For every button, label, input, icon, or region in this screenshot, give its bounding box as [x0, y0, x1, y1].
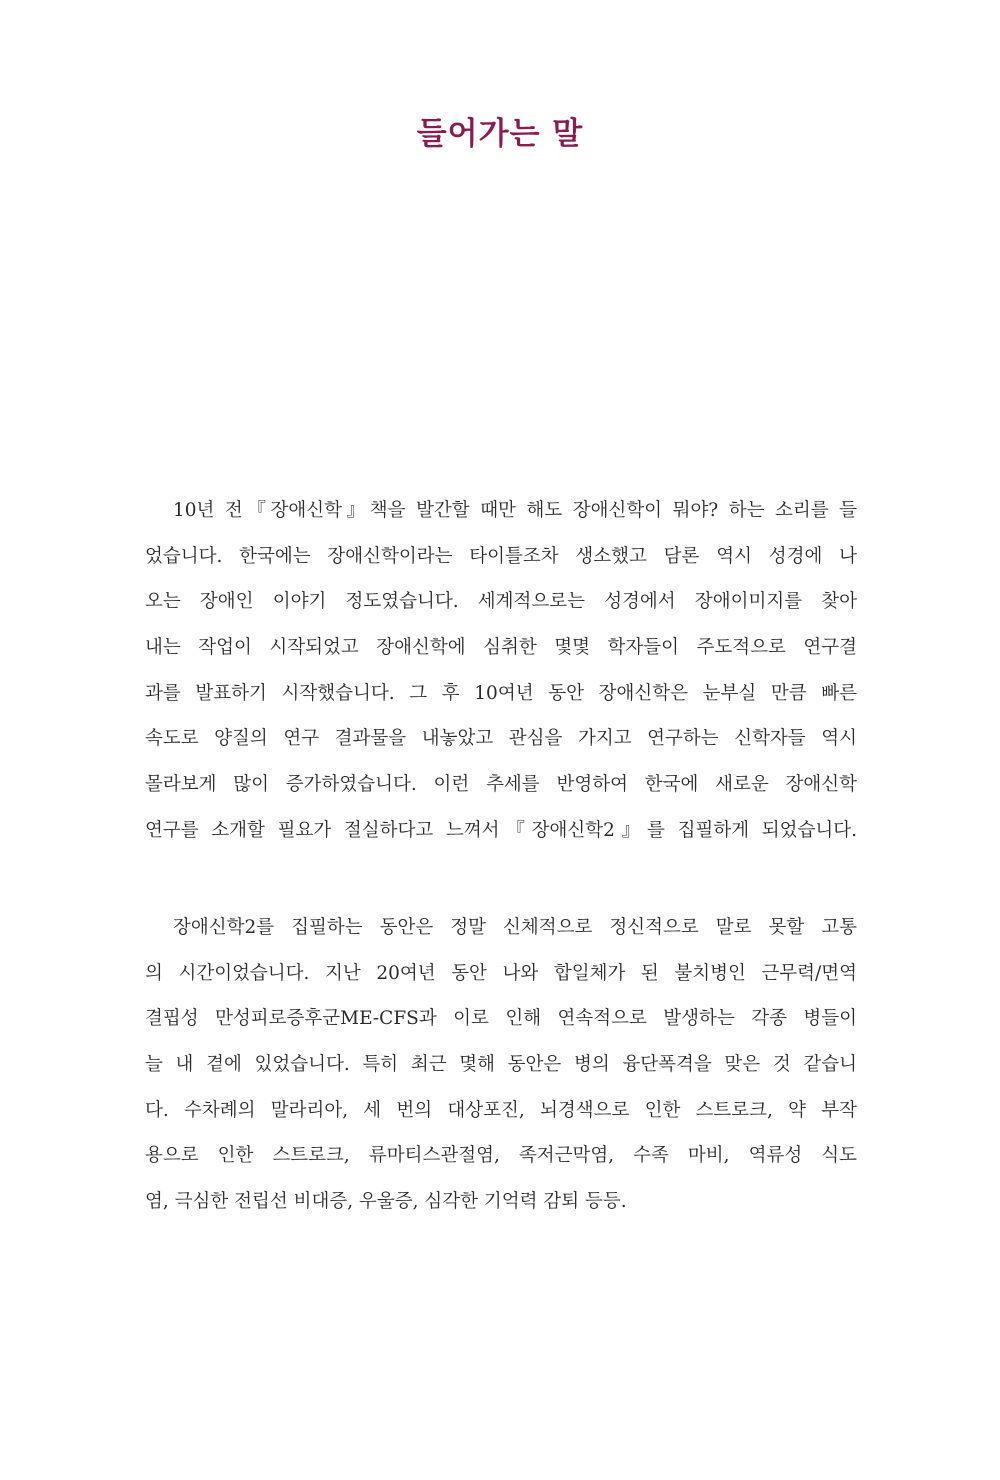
paragraph-line: 장애신학2를 집필하는 동안은 정말 신체적으로 정신적으로 말로 못할 고통 [173, 917, 857, 938]
paragraph-line: 염, 극심한 전립선 비대증, 우울증, 심각한 기억력 감퇴 등등. [145, 1191, 627, 1213]
paragraph-line: 늘 내 곁에 있었습니다. 특히 최근 몇해 동안은 병의 융단폭격을 맞은 것 같습니 [145, 1054, 857, 1076]
paragraph-line: 10년 전『장애신학』책을 발간할 때만 해도 장애신학이 뭐야? 하는 소리를 들 [173, 500, 857, 521]
paragraph-line: 용으로 인한 스트로크, 류마티스관절염, 족저근막염, 수족 마비, 역류성 식도 [145, 1145, 857, 1167]
paragraph-line: 속도로 양질의 연구 결과물을 내놓았고 관심을 가지고 연구하는 신학자들 역시 [145, 728, 857, 750]
page-title: 들어가는 말 [416, 116, 584, 152]
paragraph-line: 내는 작업이 시작되었고 장애신학에 심취한 몇몇 학자들이 주도적으로 연구결 [145, 637, 857, 659]
paragraph-2 [145, 905, 857, 1225]
paragraph-line: 오는 장애인 이야기 정도였습니다. 세계적으로는 성경에서 장애이미지를 찾아 [145, 591, 857, 613]
paragraph-1 [145, 488, 857, 854]
paragraph-line: 다. 수차례의 말라리아, 세 번의 대상포진, 뇌경색으로 인한 스트로크, 약 부작 [145, 1099, 857, 1121]
paragraph-line: 몰라보게 많이 증가하였습니다. 이런 추세를 반영하여 한국에 새로운 장애신학 [145, 774, 857, 796]
paragraph-line: 과를 발표하기 시작했습니다. 그 후 10여년 동안 장애신학은 눈부실 만큼 빠른 [145, 682, 857, 704]
paragraph-line: 의 시간이었습니다. 지난 20여년 동안 나와 합일체가 된 불치병인 근무력/면역 [145, 962, 857, 984]
paragraph-line: 연구를 소개할 필요가 절실하다고 느껴서『장애신학2』를 집필하게 되었습니다. [145, 819, 857, 841]
paragraph-line: 결핍성 만성피로증후군ME-CFS과 이로 인해 연속적으로 발생하는 각종 병들이 [145, 1008, 857, 1030]
paragraph-line: 었습니다. 한국에는 장애신학이라는 타이틀조차 생소했고 담론 역시 성경에 나 [145, 545, 857, 567]
